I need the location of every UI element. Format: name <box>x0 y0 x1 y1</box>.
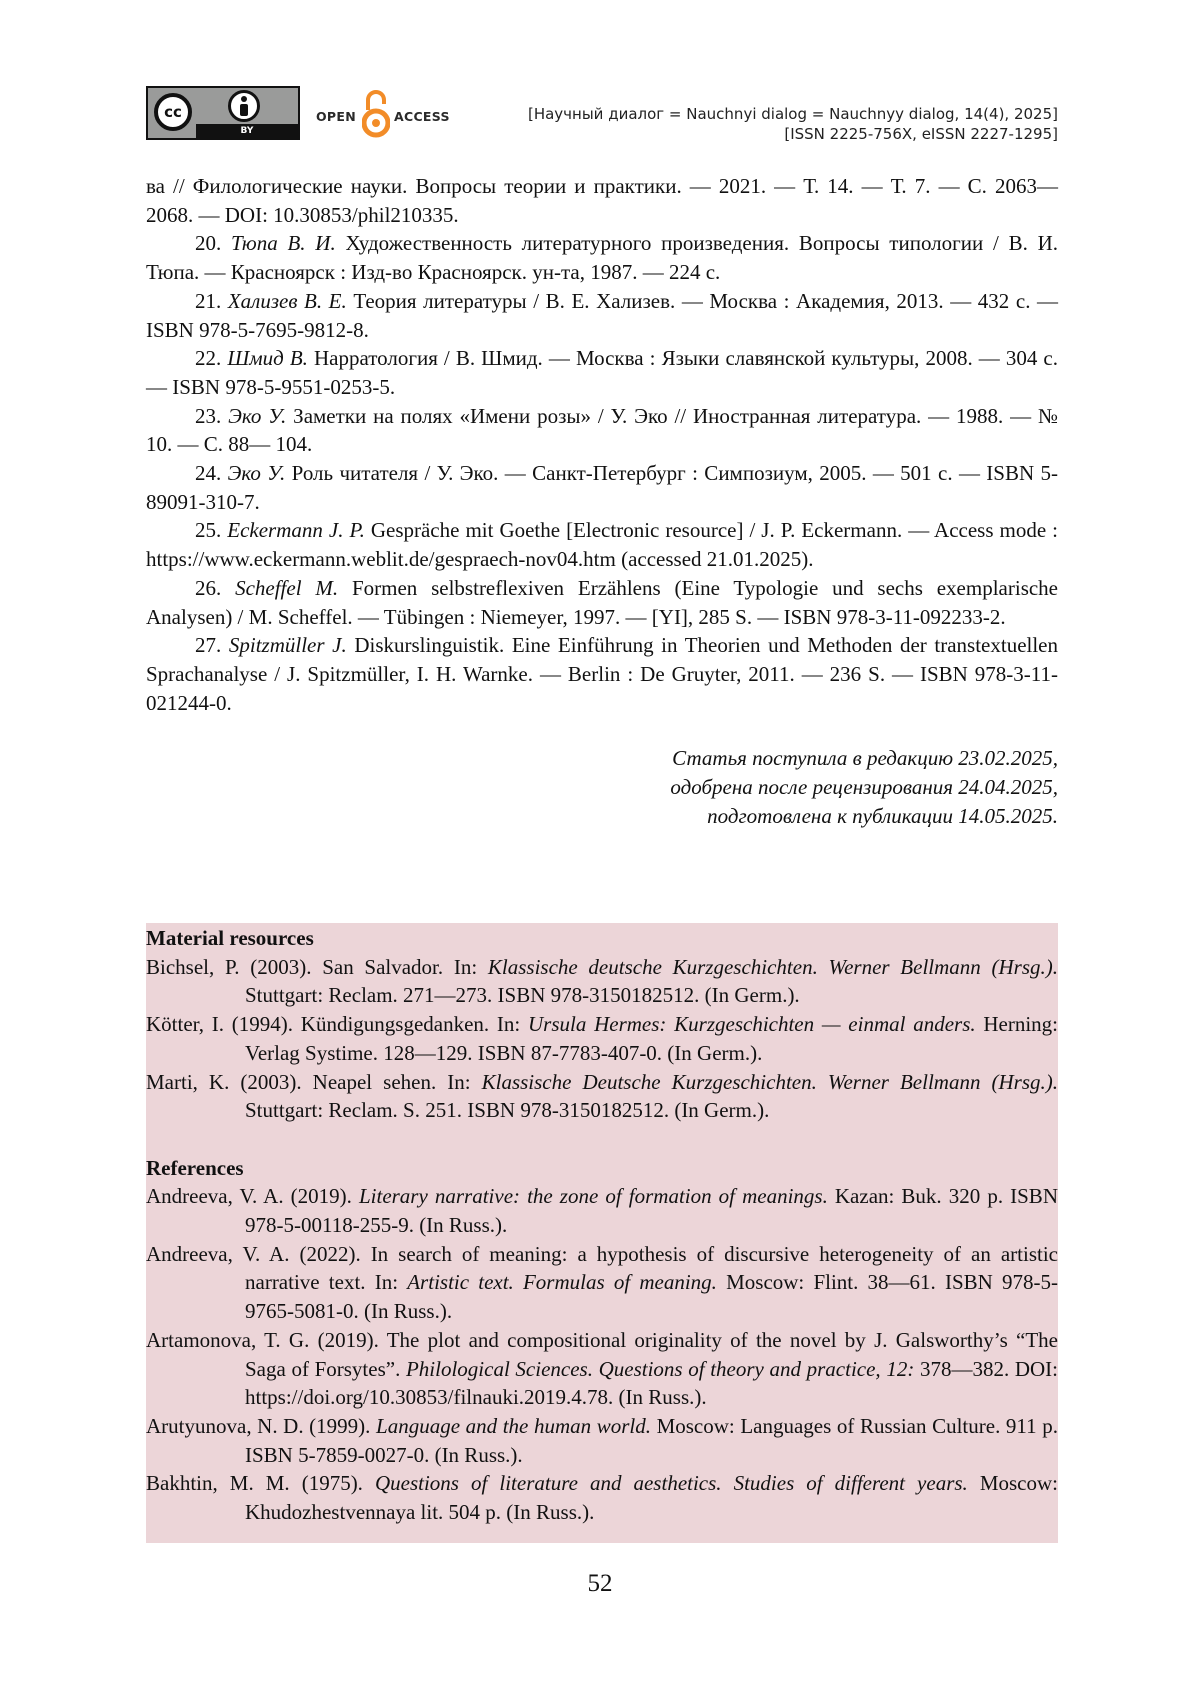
open-access-lock-icon <box>362 88 390 138</box>
bibliography-item: 27. Spitzmüller J. Diskurslinguistik. Eine Einführung in Theorien und Methoden der transtextuellen Sprachanalyse / J. Spitzmüller, I. H. Warnke. — Berlin : De Gruyter, 2011. — 236 S. — ISBN 978-3-11-021244-0. <box>146 633 1059 715</box>
by-label: BY <box>196 124 298 138</box>
bibliography-item: 23. Эко У. Заметки на полях «Имени розы» / У. Эко // Иностранная литература. — 1988. — № 10. — С. 88— 104. <box>146 403 1058 457</box>
page-number: 52 <box>587 1570 613 1597</box>
material-resources-heading: Material resources <box>146 926 314 950</box>
material-resource-item: Marti, K. (2003). Neapel sehen. In: Klassische Deutsche Kurzgeschichten. Werner Bellmann (Hrsg.). Stuttgart: Reclam. S. 251. ISBN 978-3150182512. (In Germ.). <box>146 1069 1058 1123</box>
bibliography-list <box>146 172 1058 830</box>
journal-line: [Научный диалог = Nauchnyi dialog = Nauchnyy dialog, 14(4), 2025] <box>527 105 1058 123</box>
bibliography-continuation: ва // Филологические науки. Вопросы теории и практики. — 2021. — Т. 14. — Т. 7. — С. 2063— 2068. — DOI: 10.30853/phil210335. <box>146 174 1058 227</box>
reference-item: Andreeva, V. A. (2022). In search of meaning: a hypothesis of discursive heterogeneity of an artistic narrative text. In: Artistic text. Formulas of meaning. Moscow: Flint. 38—61. ISBN 978-5-9765-5081-0. (In Russ.). <box>146 1241 1058 1324</box>
bibliography-item: 21. Хализев В. Е. Теория литературы / В. Е. Хализев. — Москва : Академия, 2013. — 432 с. — ISBN 978-5-7695-9812-8. <box>146 288 1059 342</box>
open-word: OPEN <box>316 109 356 124</box>
english-references <box>146 924 1058 1527</box>
material-resource-item: Bichsel, P. (2003). San Salvador. In: Klassische deutsche Kurzgeschichten. Werner Bellmann (Hrsg.). Stuttgart: Reclam. 271—273. ISBN 978-3150182512. (In Germ.). <box>146 954 1058 1008</box>
issn-line: [ISSN 2225-756X, eISSN 2227-1295] <box>784 125 1058 143</box>
bibliography-item: 25. Eckermann J. P. Gespräche mit Goethe [Electronic resource] / J. P. Eckermann. — Access mode : https://www.eckermann.weblit.de/gespraech-nov04.htm (accessed 21.01.2025). <box>146 518 1058 572</box>
bibliography-item: 26. Scheffel M. Formen selbstreflexiven Erzählens (Eine Typologie und sechs exemplarische Analysen) / M. Scheffel. — Tübingen : Niemeyer, 1997. — [YI], 285 S. — ISBN 978-3-11-092233-2. <box>146 575 1059 629</box>
bibliography-item: 24. Эко У. Роль читателя / У. Эко. — Санкт-Петербург : Симпозиум, 2005. — 501 с. — ISBN 5-89091-310-7. <box>146 461 1058 514</box>
approved-date: одобрена после рецензирования 24.04.2025, <box>670 775 1058 800</box>
bibliography-item: 20. Тюпа В. И. Художественность литературного произведения. Вопросы типологии / В. И. Тюпа. — Красноярск : Изд-во Красноярск. ун-та, 1987. — 224 с. <box>146 231 1058 285</box>
reference-item: Artamonova, T. G. (2019). The plot and compositional originality of the novel by J. Galsworthy’s “The Saga of Forsytes”. Philological Sciences. Questions of theory and practice, 12: 378—382. DOI: https://doi.org/10.30853/filnauki.2019.4.78. (In Russ.). <box>146 1327 1058 1410</box>
received-date: Статья поступила в редакцию 23.02.2025, <box>672 746 1058 771</box>
cc-by-license-badge[interactable] <box>146 86 300 140</box>
creative-commons-icon: cc <box>154 93 192 131</box>
access-word: ACCESS <box>394 109 450 124</box>
reference-item: Bakhtin, M. M. (1975). Questions of literature and aesthetics. Studies of different years. Moscow: Khudozhestvennaya lit. 504 p. (In Russ.). <box>146 1471 1058 1525</box>
references-heading: References <box>146 1155 244 1180</box>
reference-item: Arutyunova, N. D. (1999). Language and the human world. Moscow: Languages of Russian Culture. 911 p. ISBN 5-7859-0027-0. (In Russ.). <box>146 1413 1058 1467</box>
bibliography-item: 22. Шмид В. Нарратология / В. Шмид. — Москва : Языки славянской культуры, 2008. — 304 с. — ISBN 978-5-9551-0253-5. <box>146 346 1059 399</box>
accepted-date: подготовлена к публикации 14.05.2025. <box>707 803 1058 828</box>
material-resource-item: Kötter, I. (1994). Kündigungsgedanken. In: Ursula Hermes: Kurzgeschichten — einmal anders. Herning: Verlag Systime. 128—129. ISBN 87-7783-407-0. (In Germ.). <box>146 1012 1059 1065</box>
open-access-logo <box>316 84 461 140</box>
attribution-icon <box>228 90 260 122</box>
reference-item: Andreeva, V. A. (2019). Literary narrative: the zone of formation of meanings. Kazan: Buk. 320 p. ISBN 978-5-00118-255-9. (In Russ.). <box>146 1184 1058 1238</box>
article-dates <box>146 744 1058 830</box>
page-header <box>146 84 1058 144</box>
journal-citation <box>528 104 1058 144</box>
